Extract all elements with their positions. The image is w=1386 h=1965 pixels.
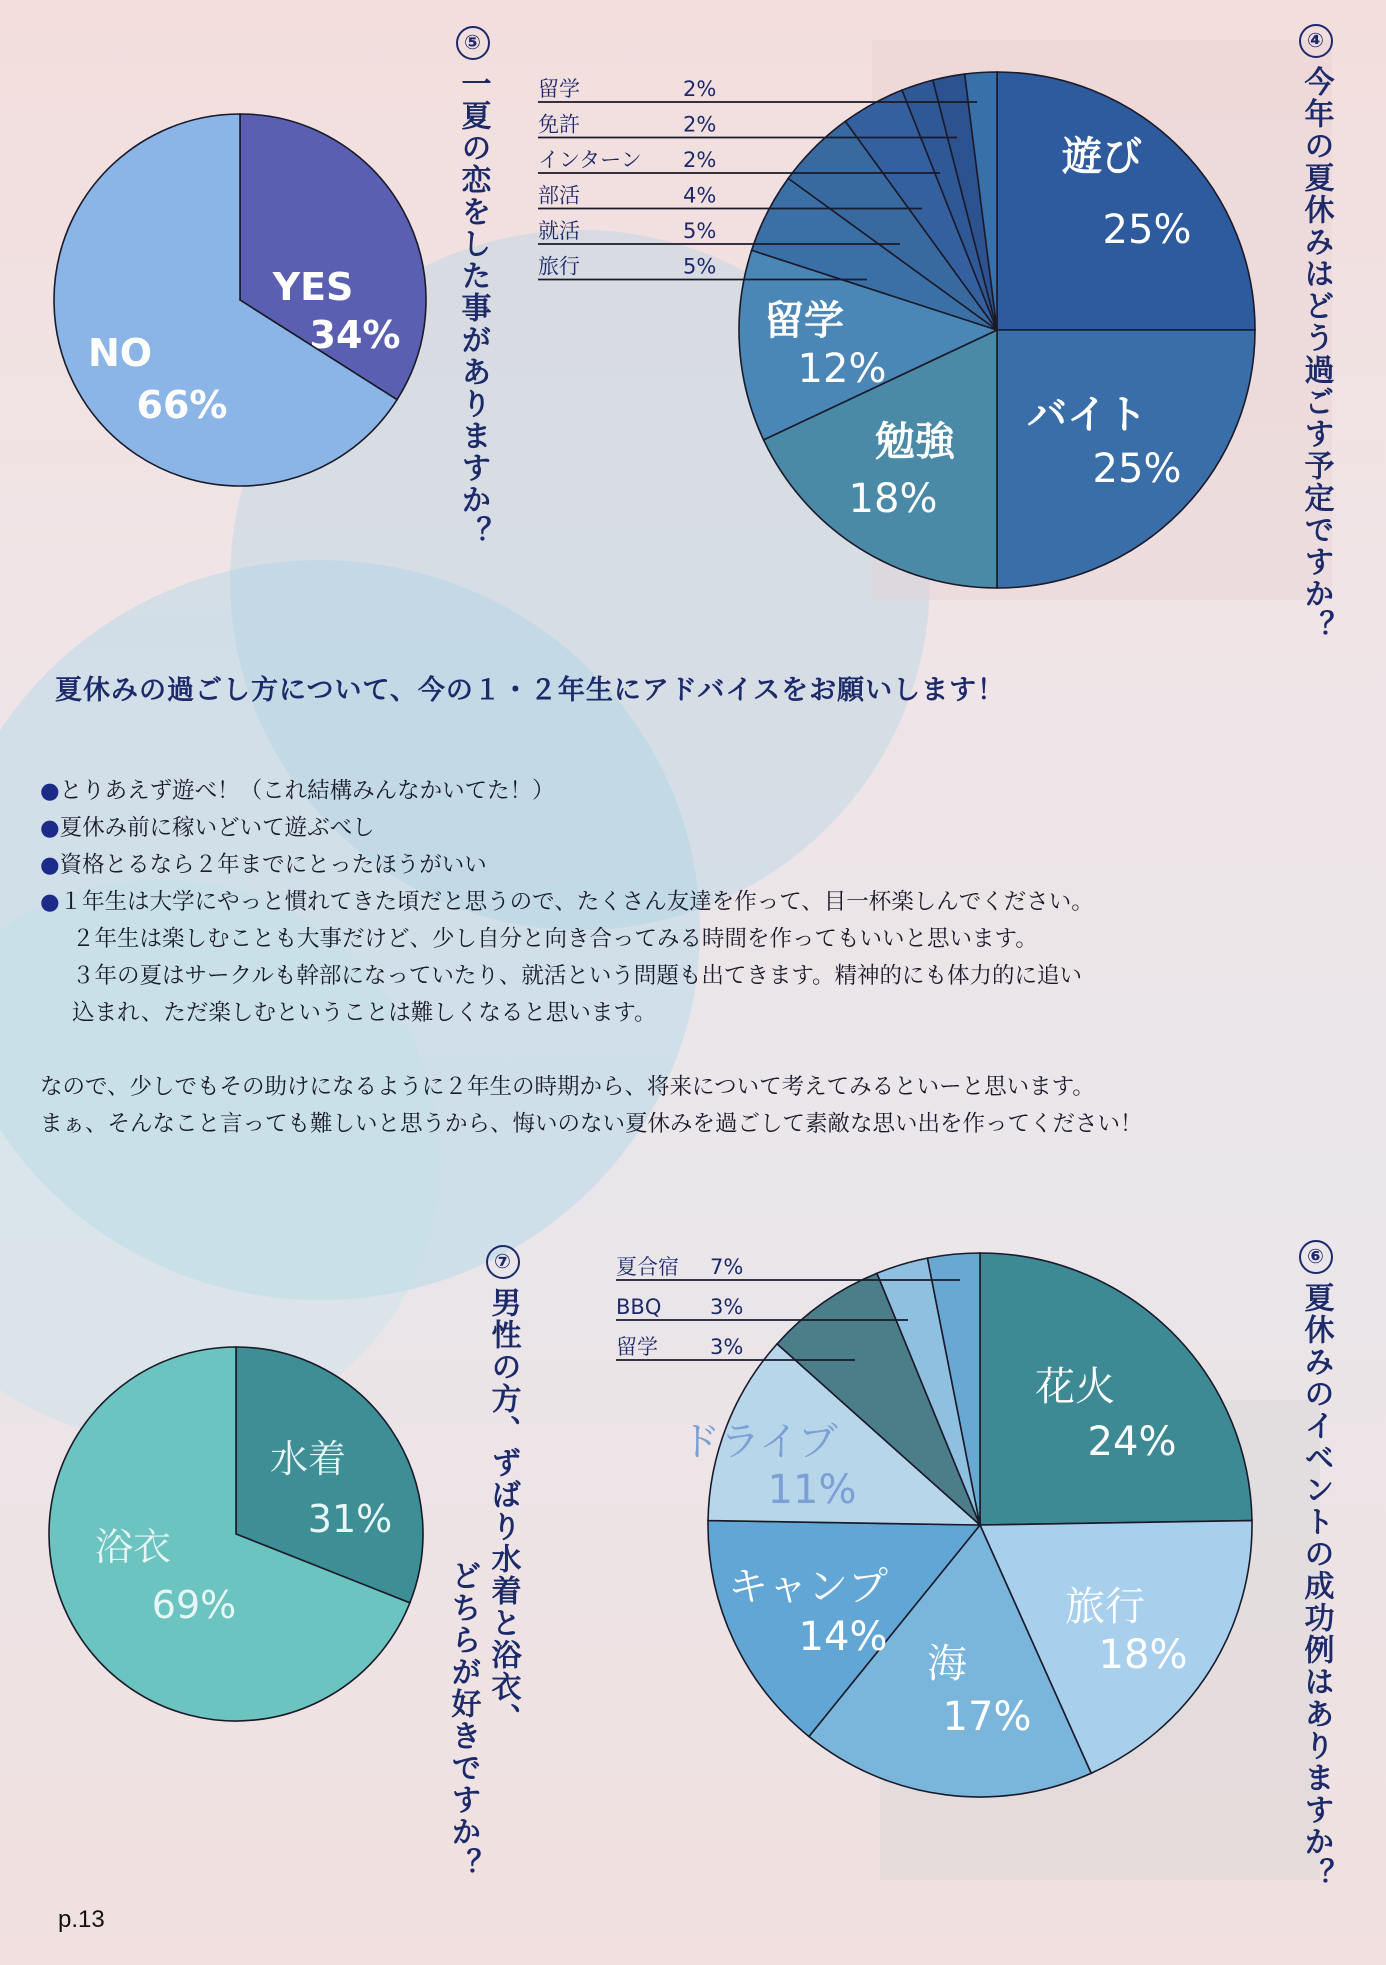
legend-label: インターン <box>538 148 642 172</box>
q6-number: ⑥ <box>1299 1240 1333 1274</box>
pie-slice-label: 留学 <box>764 298 844 344</box>
pie-slice-label: ドライブ <box>680 1419 838 1465</box>
advice-item-text: 夏休み前に稼いどいて遊ぶべし <box>59 815 375 841</box>
q4-number: ④ <box>1299 24 1333 58</box>
pie-slice-value: 25% <box>1092 446 1182 492</box>
pie-slice-value: 17% <box>942 1694 1032 1740</box>
legend-label: 旅行 <box>538 254 580 279</box>
q4-title-text: 今年の夏休みはどう過ごす予定ですか？ <box>1298 66 1334 642</box>
q7-title-line2: どちらが好きですか？ <box>445 1560 481 1880</box>
legend-value: 3% <box>710 1335 744 1359</box>
pie-slice-value: 69% <box>151 1583 237 1627</box>
legend-value: 2% <box>683 77 717 101</box>
pie-slice-label: 旅行 <box>1065 1584 1145 1630</box>
advice-item <box>40 884 1340 921</box>
legend-value: 4% <box>683 183 717 208</box>
pie-slice-label: YES <box>272 265 354 309</box>
pie-slice-value: 12% <box>797 346 887 392</box>
legend-value: 7% <box>710 1255 744 1279</box>
bullet-icon: ● <box>40 852 60 878</box>
page-number: p.13 <box>58 1906 105 1933</box>
pie-slice <box>997 72 1255 330</box>
bullet-icon: ● <box>40 778 60 804</box>
legend-value: 5% <box>683 254 717 279</box>
pie-slice-label: NO <box>87 331 153 375</box>
advice-heading: 夏休みの過ごし方について、今の１・２年生にアドバイスをお願いします！ <box>55 675 1006 706</box>
pie-slice-label: 海 <box>927 1641 967 1687</box>
legend-value: 2% <box>683 148 717 172</box>
legend-label: 就活 <box>538 219 580 243</box>
q5-title-text: 一夏の恋をした事がありますか？ <box>455 68 491 548</box>
legend-label: 夏合宿 <box>616 1255 679 1279</box>
q7-title-line1: 男性の方、ずばり水着と浴衣、 <box>485 1287 521 1735</box>
legend-label: 部活 <box>538 183 580 208</box>
legend-value: 5% <box>683 219 717 243</box>
advice-item-text: とりあえず遊べ！（これ結構みんなかいてた！） <box>59 778 555 804</box>
advice-continuation: ２年生は楽しむことも大事だけど、少し自分と向き合ってみる時間を作ってもいいと思います。 <box>72 926 1038 952</box>
pie-slice-value: 25% <box>1102 207 1192 253</box>
advice-item-text: 資格とるなら２年までにとったほうがいい <box>59 852 487 878</box>
pie-slice-value: 18% <box>1098 1632 1188 1678</box>
pie-slice-value: 24% <box>1087 1419 1177 1465</box>
pie-slice-label: キャンプ <box>728 1564 888 1610</box>
spacer <box>40 1032 1340 1069</box>
advice-item-text: １年生は大学にやっと慣れてきた頃だと思うので、たくさん友達を作って、目一杯楽しんでください。 <box>59 889 1094 915</box>
pie-slice-label: バイト <box>1027 392 1147 438</box>
pie-slice-value: 34% <box>309 313 401 357</box>
pie-slice-label: 花火 <box>1035 1364 1115 1410</box>
legend-label: 留学 <box>616 1335 658 1359</box>
pie-slice-value: 18% <box>848 476 938 522</box>
advice-body <box>40 773 1340 1143</box>
bullet-icon: ● <box>40 889 60 915</box>
legend-label: 免許 <box>538 112 580 137</box>
pie-slice-value: 31% <box>307 1497 393 1541</box>
q7-pie-chart <box>49 1347 423 1721</box>
q7-number: ⑦ <box>486 1245 520 1279</box>
q6-pie-chart <box>680 1253 1252 1797</box>
legend-label: 留学 <box>538 77 580 101</box>
pie-slice-value: 14% <box>798 1614 888 1660</box>
advice-continuation: ３年の夏はサークルも幹部になっていたり、就活という問題も出てきます。精神的にも体力的に追い <box>72 963 1083 989</box>
advice-closing: まぁ、そんなこと言っても難しいと思うから、悔いのない夏休みを過ごして素敵な思い出を作ってください！ <box>40 1111 1143 1137</box>
q5-pie-chart <box>54 114 426 486</box>
q6-title-text: 夏休みのイベントの成功例はありますか？ <box>1298 1282 1334 1890</box>
pie-slice-label: 遊び <box>1062 134 1142 180</box>
q5-number: ⑤ <box>456 26 490 60</box>
advice-item <box>40 810 1340 847</box>
legend-label: BBQ <box>616 1295 662 1319</box>
pie-slice-label: 勉強 <box>875 419 955 465</box>
bullet-icon: ● <box>40 815 60 841</box>
pie-slice-label: 浴衣 <box>94 1525 172 1569</box>
pie-slice-value: 11% <box>767 1467 857 1513</box>
advice-continuation: 込まれ、ただ楽しむということは難しくなると思います。 <box>72 1000 657 1026</box>
pie-slice-label: 水着 <box>269 1437 347 1481</box>
legend-value: 2% <box>683 112 717 137</box>
advice-item <box>40 773 1340 810</box>
advice-item <box>40 847 1340 884</box>
advice-closing: なので、少しでもその助けになるように２年生の時期から、将来について考えてみるといーと思います。 <box>40 1074 1095 1100</box>
legend-value: 3% <box>710 1295 744 1319</box>
q4-pie-chart <box>739 72 1255 588</box>
pie-slice-value: 66% <box>136 383 228 427</box>
pie-slice <box>980 1253 1252 1525</box>
